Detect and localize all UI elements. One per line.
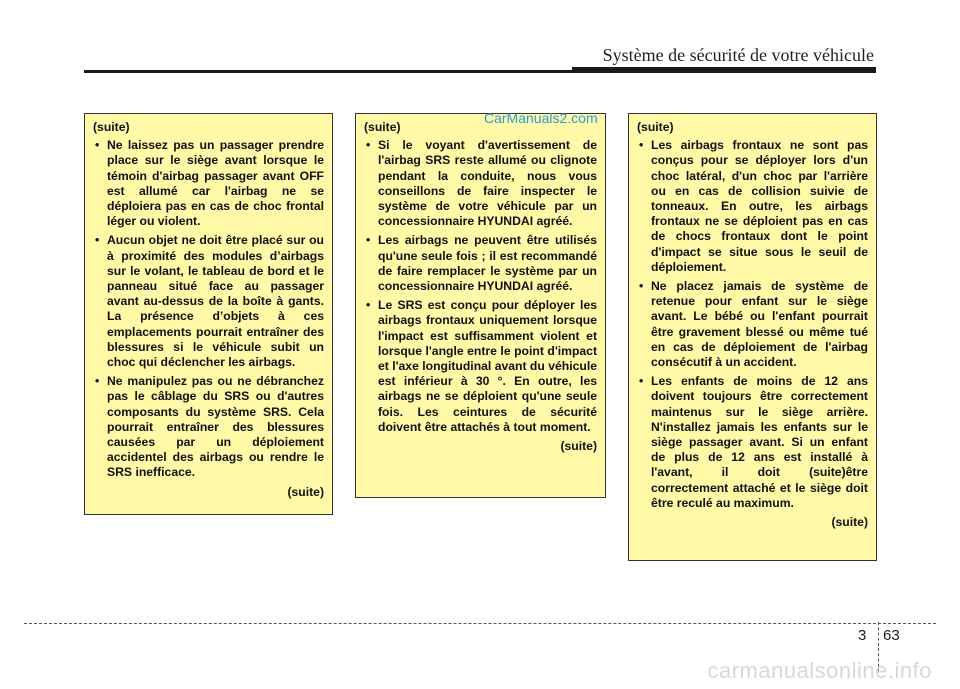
list-item: • Ne placez jamais de système de retenue pour enfant sur le siège avant. Le bébé ou l'enfant pourrait être gravement blessé ou même tué en cas de déploiement de l'airbag consécutif à un accident. [637,279,868,370]
list-item: • Aucun objet ne doit être placé sur ou à proximité des modules d’airbags sur le volant, le tableau de bord et le panneau situé face au passager avant au-dessus de la boîte à gants. La présence d’objets à ces emplacements pourrait entraîner des blessures si le véhicule subit un choc qui déclencher les airbags. [93,233,324,370]
warning-box-2 [355,113,606,498]
box-continuation: (suite) [831,515,868,530]
box-continuation: (suite) [287,484,324,499]
box-lead: (suite) [364,120,401,134]
watermark-top: CarManuals2.com [484,110,598,126]
footer-rule [24,623,936,624]
list-item: • Si le voyant d'avertissement de l'airbag SRS reste allumé ou clignote pendant la conduite, nous vous conseillons de faire inspecter le système de votre véhicule par un concessionnaire HYUNDAI agréé. [364,138,597,229]
header-rule-accent [572,67,876,73]
page-number: 63 [883,627,900,644]
page-header-title: Système de sécurité de votre véhicule [602,45,874,65]
list-item: • Ne manipulez pas ou ne débranchez pas le câblage du SRS ou d'autres composants du système SRS. Cela pourrait entraîner des blessures causées par un déploiement accidentel des airbags ou rendre le SRS inefficace. [93,374,324,480]
box-continuation: (suite) [560,439,597,454]
list-item: • Les airbags ne peuvent être utilisés qu'une seule fois ; il est recommandé de faire remplacer le système par un concessionnaire HYUNDAI agréé. [364,233,597,294]
warning-box-3 [628,113,877,561]
box-lead: (suite) [637,120,674,134]
warning-box-1 [84,113,333,515]
box-lead: (suite) [93,120,130,134]
watermark-bottom: carmanualsonline.info [707,658,932,683]
list-item: • Les enfants de moins de 12 ans doivent toujours être correctement maintenus sur le siège arrière. N'installez jamais les enfants sur le siège passager avant. Si un enfant de plus de 12 ans est installé à l'avant, il doit (suite)être correctement attaché et le siège doit être reculé au maximum. [637,374,868,511]
list-item: • Ne laissez pas un passager prendre place sur le siège avant lorsque le témoin d'airbag passager avant OFF est allumé car l'airbag ne se déploiera pas en cas de choc frontal léger ou violent. [93,138,324,229]
bullet-list [93,138,324,480]
list-item: • Le SRS est conçu pour déployer les airbags frontaux uniquement lorsque l'impact est suffisamment violent et lorsque l'angle entre le point d'impact et l'axe longitudinal avant du véhicule est inférieur à 30 °. En outre, les airbags ne se déploient qu'une seule fois. Les ceintures de sécurité doivent être attachés à tout moment. [364,298,597,435]
chapter-number: 3 [858,627,867,644]
list-item: • Les airbags frontaux ne sont pas conçus pour se déployer lors d'un choc latéral, d'un choc par l'arrière ou en cas de collision suivie de tonneaux. En outre, les airbags frontaux ne se déploient pas en cas de chocs frontaux dont le point d'impact se situe sous le seuil de déploiement. [637,138,868,275]
bullet-list [637,138,868,511]
bullet-list [364,138,597,435]
